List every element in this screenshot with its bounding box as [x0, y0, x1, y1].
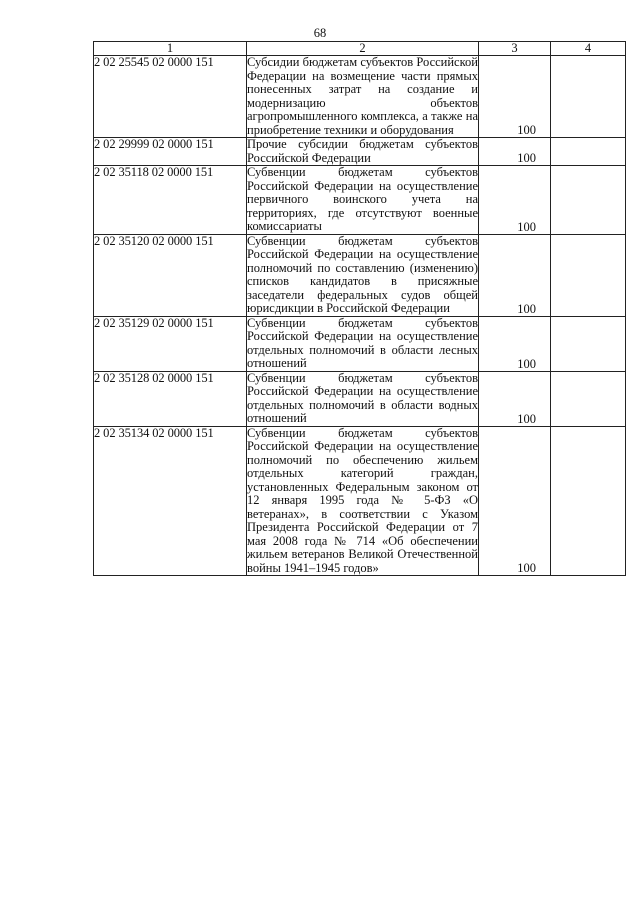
revenue-description: Субвенции бюджетам субъектов Российской Федерации на осуществление полномочий по составлению (изменению) списков кандидатов в присяжные заседатели федеральных судов общей юрисдикции в Российской Федерации — [247, 233, 478, 315]
budget-code: 2 02 29999 02 0000 151 — [94, 138, 247, 166]
table-row — [94, 234, 626, 316]
table-row — [94, 426, 626, 576]
budget-revenue-table — [93, 41, 626, 576]
amount-cell — [479, 371, 551, 426]
amount-cell — [479, 166, 551, 235]
amount-value: 100 — [517, 151, 536, 165]
revenue-description: Субсидии бюджетам субъектов Российской Федерации на возмещение части прямых понесенных затрат на создание и модернизацию объектов агропромышленного комплекса, а также на приобретение техники и оборудования — [247, 55, 478, 137]
budget-code: 2 02 35118 02 0000 151 — [94, 166, 247, 235]
table-row — [94, 138, 626, 166]
column-4-cell — [551, 371, 626, 426]
amount-value: 100 — [517, 561, 536, 575]
amount-value: 100 — [517, 219, 536, 234]
amount-cell — [479, 234, 551, 316]
column-header-1: 1 — [94, 42, 247, 56]
budget-code: 2 02 35129 02 0000 151 — [94, 316, 247, 371]
budget-code: 2 02 35120 02 0000 151 — [94, 234, 247, 316]
amount-value: 100 — [517, 301, 536, 316]
column-header-4: 4 — [551, 42, 626, 56]
amount-cell — [479, 316, 551, 371]
column-4-cell — [551, 316, 626, 371]
amount-value: 100 — [517, 356, 536, 371]
revenue-description: Субвенции бюджетам субъектов Российской Федерации на осуществление отдельных полномочий в области лесных отношений — [247, 315, 478, 370]
amount-cell — [479, 138, 551, 166]
table-row — [94, 316, 626, 371]
table-row — [94, 371, 626, 426]
amount-value: 100 — [517, 123, 536, 137]
budget-code: 2 02 25545 02 0000 151 — [94, 56, 247, 138]
table-row — [94, 166, 626, 235]
column-4-cell — [551, 56, 626, 138]
column-4-cell — [551, 138, 626, 166]
column-4-cell — [551, 426, 626, 576]
amount-cell — [479, 56, 551, 138]
revenue-description: Субвенции бюджетам субъектов Российской Федерации на осуществление отдельных полномочий в области водных отношений — [247, 370, 478, 425]
budget-code: 2 02 35134 02 0000 151 — [94, 426, 247, 576]
column-4-cell — [551, 234, 626, 316]
budget-code: 2 02 35128 02 0000 151 — [94, 371, 247, 426]
table-row — [94, 56, 626, 138]
page-number: 68 — [313, 26, 327, 40]
revenue-description: Прочие субсидии бюджетам субъектов Российской Федерации — [247, 137, 478, 165]
column-header-2: 2 — [247, 42, 479, 56]
column-4-cell — [551, 166, 626, 235]
revenue-description: Субвенции бюджетам субъектов Российской Федерации на осуществление полномочий по обеспечению жильем отдельных категорий граждан, установленных Федеральным законом от 12 января 1995 года № 5-ФЗ «О ветеранах», в соответствии с Указом Президента Российской Федерации от 7 мая 2008 года № 714 «Об обеспечении жильем ветеранов Великой Отечественной войны 1941–1945 годов» — [247, 425, 478, 575]
amount-value: 100 — [517, 411, 536, 426]
column-header-3: 3 — [479, 42, 551, 56]
revenue-description: Субвенции бюджетам субъектов Российской Федерации на осуществление первичного воинского учета на территориях, где отсутствуют военные комиссариаты — [247, 165, 478, 233]
amount-cell — [479, 426, 551, 576]
table-header-row — [94, 42, 626, 56]
